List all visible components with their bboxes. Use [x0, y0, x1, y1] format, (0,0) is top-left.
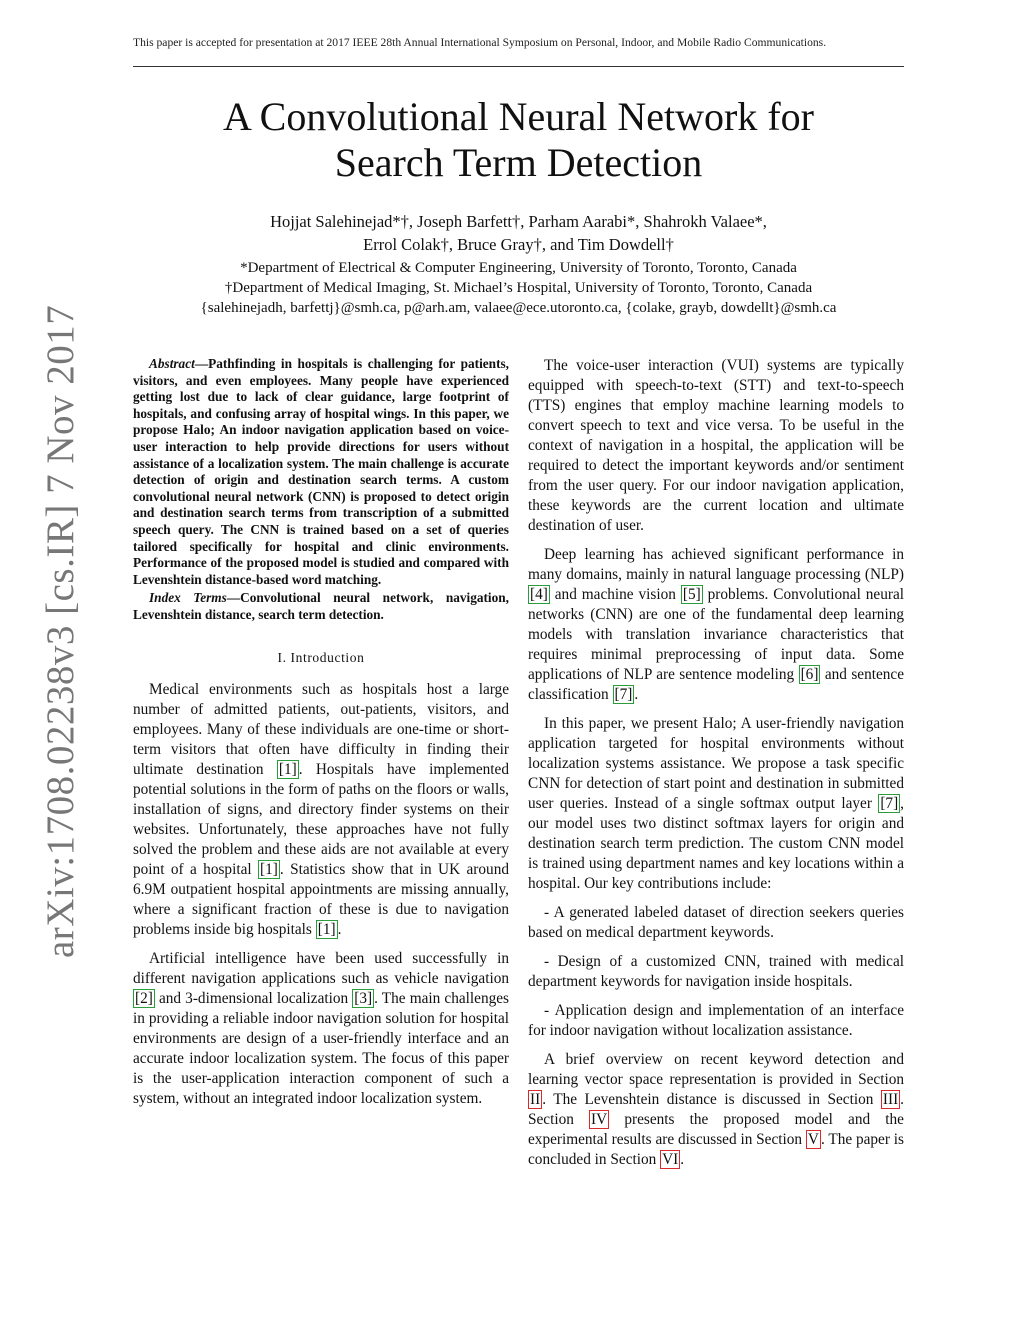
- abstract: [133, 356, 509, 588]
- index-terms-text: —Convolutional neural network, navigation, Levenshtein distance, search term detection.: [133, 590, 509, 622]
- citation-link[interactable]: [6]: [800, 666, 819, 683]
- section-link[interactable]: IV: [591, 1111, 608, 1128]
- intro-paragraph-2: Artificial intelligence have been used successfully in different navigation applications such as vehicle navigation [2] and 3-dimensional localization [3] . The main challenges in providing a reliable indoor navigation solution for hospital environments are design of a user-friendly interface and an accurate indoor localization system. The focus of this paper is the user-application interaction component of such a system, without an integrated indoor localization system.: [133, 949, 509, 1107]
- citation-link[interactable]: [2]: [135, 989, 153, 1007]
- section-link[interactable]: II: [530, 1091, 541, 1108]
- citation-link[interactable]: [7]: [880, 795, 899, 812]
- citation-link[interactable]: [7]: [614, 686, 633, 703]
- index-terms-label: Index Terms: [149, 590, 227, 606]
- affiliation-ece: *Department of Electrical & Computer Engineering, University of Toronto, Toronto, Canada: [240, 260, 797, 276]
- citation-link[interactable]: [1]: [260, 860, 278, 878]
- contribution-item: - Application design and implementation of an interface for indoor navigation without localization assistance.: [528, 1002, 904, 1039]
- authors-line-2: Errol Colak†, Bruce Gray†, and Tim Dowdell†: [363, 235, 674, 254]
- citation-link[interactable]: [4]: [530, 586, 548, 603]
- paper-title: [133, 94, 904, 186]
- author-list: [133, 210, 904, 256]
- header-divider: [133, 66, 904, 67]
- deep-learning-paragraph: Deep learning has achieved significant performance in many domains, mainly in natural language processing (NLP) [4] and machine vision [5] problems. Convolutional neural networks (CNN) are one of the fundamental deep learning models with translation invariance characteristics that requires minimal preprocessing of input data. Some applications of NLP are sentence modeling [6] and sentence classification [7] .: [528, 546, 904, 703]
- citation-link[interactable]: [5]: [682, 586, 701, 603]
- authors-line-1: Hojjat Salehinejad*†, Joseph Barfett†, Parham Aarabi*, Shahrokh Valaee*,: [270, 212, 767, 231]
- index-terms: [133, 590, 509, 623]
- outline-paragraph: A brief overview on recent keyword detection and learning vector space representation is provided in Section II . The Levenshtein distance is discussed in Section III . Section IV presents the proposed model and the experimental results are discussed in Section V . The paper is concluded in Section VI .: [528, 1051, 904, 1168]
- abstract-text: —Pathfinding in hospitals is challenging for patients, visitors, and even employees. Many people have experienced getting lost due to lack of clear guidance, large footprint of hospitals, and confusing array of hospital wings. In this paper, we propose Halo; An indoor navigation application based on voice-user interaction to help provide directions for users without assistance of a localization system. The main challenge is accurate detection of origin and destination search terms. A custom convolutional neural network (CNN) is proposed to detect origin and destination search terms from transcription of a submitted speech query. The CNN is trained based on a set of queries tailored specifically for hospital and clinic environments. Performance of the proposed model is studied and compared with Levenshtein distance-based word matching.: [133, 356, 509, 587]
- right-column: [528, 356, 904, 1179]
- halo-paragraph: In this paper, we present Halo; A user-friendly navigation application targeted for hospital environments without localization systems assistance. We propose a task specific CNN for detection of start point and destination in submitted user queries. Instead of a single softmax output layer [7] , our model uses two distinct softmax layers for origin and destination search term prediction. The custom CNN model is trained using department names and key locations within a hospital. Our key contributions include:: [528, 715, 904, 892]
- title-line-1: A Convolutional Neural Network for: [223, 94, 814, 139]
- citation-link[interactable]: [1]: [317, 920, 336, 938]
- left-column: [133, 356, 509, 1118]
- affiliations: [133, 258, 904, 318]
- section-heading-introduction: I. Introduction: [277, 649, 365, 665]
- contribution-item: - A generated labeled dataset of direction seekers queries based on medical department keywords.: [528, 904, 904, 941]
- arxiv-identifier[interactable]: arXiv:1708.02238v3 [cs.IR] 7 Nov 2017: [39, 304, 82, 958]
- vui-paragraph: The voice-user interaction (VUI) systems are typically equipped with speech-to-text (STT) and text-to-speech (TTS) engines that employ machine learning models to convert speech to text and vice versa. To be useful in the context of navigation in a hospital, the application will be required to detect the important keywords and/or sentiment from the user query. For our indoor navigation application, these keywords are the current location and ultimate destination of user.: [528, 357, 904, 534]
- acceptance-note: This paper is accepted for presentation at 2017 IEEE 28th Annual International Symposium on Personal, Indoor, and Mobile Radio Communications.: [133, 36, 827, 49]
- intro-paragraph-1: Medical environments such as hospitals host a large number of admitted patients, out-patients, visitors, and employees. Many of these individuals are one-time or short-term visitors that often have difficulty in finding their ultimate destination [1] . Hospitals have implemented potential solutions in the form of paths on the floors or walls, installation of signs, and directory finder systems on their websites. Unfortunately, these approaches have not fully solved the problem and these aids are not available at every point of a hospital [1] . Statistics show that in UK around 6.9M outpatient hospital appointments are missing annually, where a significant fraction of these is due to navigation problems inside big hospitals [1] .: [133, 680, 509, 938]
- section-link[interactable]: V: [807, 1131, 819, 1148]
- citation-link[interactable]: [3]: [354, 989, 373, 1007]
- abstract-label: Abstract: [149, 356, 195, 371]
- author-emails: {salehinejadh, barfettj}@smh.ca, p@arh.am, valaee@ece.utoronto.ca, {colake, grayb, dowdellt}@smh.ca: [200, 300, 837, 316]
- title-line-2: Search Term Detection: [334, 140, 703, 185]
- section-link[interactable]: VI: [662, 1151, 679, 1168]
- section-link[interactable]: III: [882, 1091, 899, 1108]
- contribution-item: - Design of a customized CNN, trained with medical department keywords for navigation inside hospitals.: [528, 953, 904, 990]
- affiliation-medical-imaging: †Department of Medical Imaging, St. Michael’s Hospital, University of Toronto, Toronto, Canada: [224, 280, 813, 296]
- citation-link[interactable]: [1]: [278, 760, 297, 778]
